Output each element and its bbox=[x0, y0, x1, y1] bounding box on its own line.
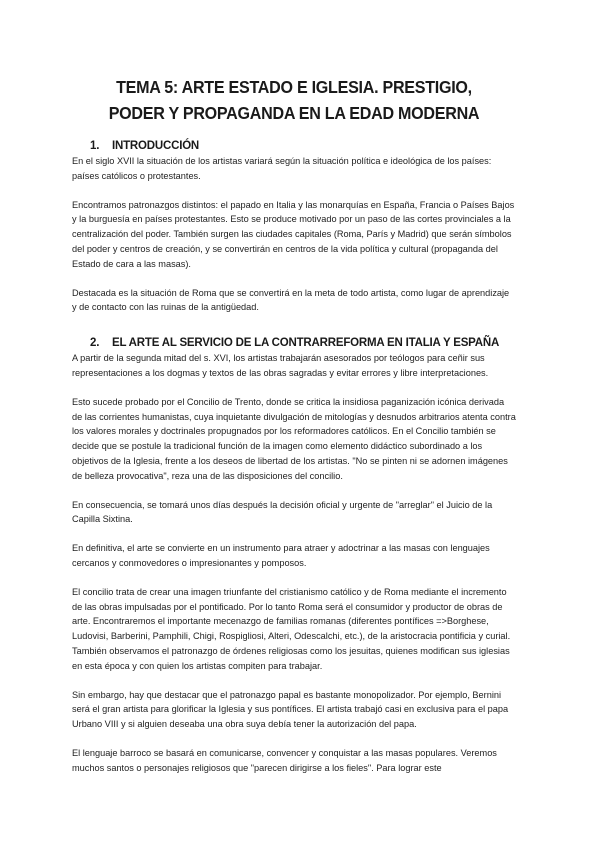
document-title: TEMA 5: ARTE ESTADO E IGLESIA. PRESTIGIO, PODER Y PROPAGANDA EN LA EDAD MODERNA bbox=[108, 77, 480, 123]
section-number: 2. bbox=[90, 337, 100, 350]
section-title: EL ARTE AL SERVICIO DE LA CONTRARREFORMA EN ITALIA Y ESPAÑA bbox=[112, 337, 500, 350]
paragraph: A partir de la segunda mitad del s. XVI, los artistas trabajarán asesorados por teólogos para ceñir sus representaciones a los dogmas y textos de las obras sagradas y evitar errores y libre interpretaciones. bbox=[72, 353, 489, 378]
paragraph: Encontramos patronazgos distintos: el papado en Italia y las monarquías en España, Francia o Países Bajos y la burguesía en países protestantes. Esto se produce motivado por un paso de las cortes provinciales a la centralización del poder. También surgen las ciudades capitales (Roma, París y Madrid) que serán símbolos del poder y centros de creación, y se convertirán en centros de la vida política y cultural (propaganda del Estado de cara a las masas). bbox=[72, 199, 515, 269]
paragraph: Sin embargo, hay que destacar que el patronazgo papal es bastante monopolizador. Por ejemplo, Bernini será el gran artista para glorificar la Iglesia y sus pontífices. El artista trabajó casi en exclusiva para el papa Urbano VIII y si alguien deseaba una obra suya debía tener la autorización del papa. bbox=[72, 689, 509, 730]
section-introduccion bbox=[72, 140, 516, 315]
paragraph: En definitiva, el arte se convierte en un instrumento para atraer y adoctrinar a las masas con lenguajes cercanos y conmovedores o impresionantes y pomposos. bbox=[72, 543, 490, 568]
section-heading bbox=[90, 140, 516, 152]
paragraph: El concilio trata de crear una imagen triunfante del cristianismo católico y de Roma mediante el incremento de las obras impulsadas por el pontificado. Por lo tanto Roma será el consumidor y productor de obras de arte. Encontraremos el importante mecenazgo de familias romanas (diferentes pontífices =>Borghese, Ludovisi, Barberini, Pamphili, Chigi, Rospigliosi, Alteri, Odescalchi, etc.), de la aristocracia pontificia y curial. También observamos el patronazgo de órdenes religiosas como los jesuitas, quienes modifican sus iglesias en esta época y con quien los artistas compiten para trabajar. bbox=[72, 586, 511, 671]
paragraph: El lenguaje barroco se basará en comunicarse, convencer y conquistar a las masas populares. Veremos muchos santos o personajes religiosos que "parecen dirigirse a los fieles". Para lograr este bbox=[72, 747, 497, 773]
section-contrarreforma bbox=[72, 337, 516, 775]
paragraph: Esto sucede probado por el Concilio de Trento, donde se critica la insidiosa paganización icónica derivada de las corrientes humanistas, cuya inquietante divulgación de mitologías y desnudos arbitrarios atenta contra los valores morales y doctrinales propugnados por los reformadores católicos. En el Concilio también se decide que se postule la tradicional función de la imagen como elemento didáctico subordinado a los objetivos de la Iglesia, frente a los deseos de libertad de los artistas. "No se pinten ni se adornen imágenes de belleza provocativa", reza una de las disposiciones del concilio. bbox=[72, 396, 516, 481]
section-heading bbox=[90, 337, 516, 349]
paragraph: Destacada es la situación de Roma que se convertirá en la meta de todo artista, como lugar de aprendizaje y de contacto con las ruinas de la antigüedad. bbox=[72, 287, 510, 313]
section-number: 1. bbox=[90, 140, 100, 152]
section-title: INTRODUCCIÓN bbox=[112, 140, 200, 152]
paragraph: En el siglo XVII la situación de los artistas variará según la situación política e ideológica de los países: países católicos o protestantes. bbox=[72, 156, 492, 181]
paragraph: En consecuencia, se tomará unos días después la decisión oficial y urgente de "arreglar" el Juicio de la Capilla Sixtina. bbox=[72, 499, 493, 525]
